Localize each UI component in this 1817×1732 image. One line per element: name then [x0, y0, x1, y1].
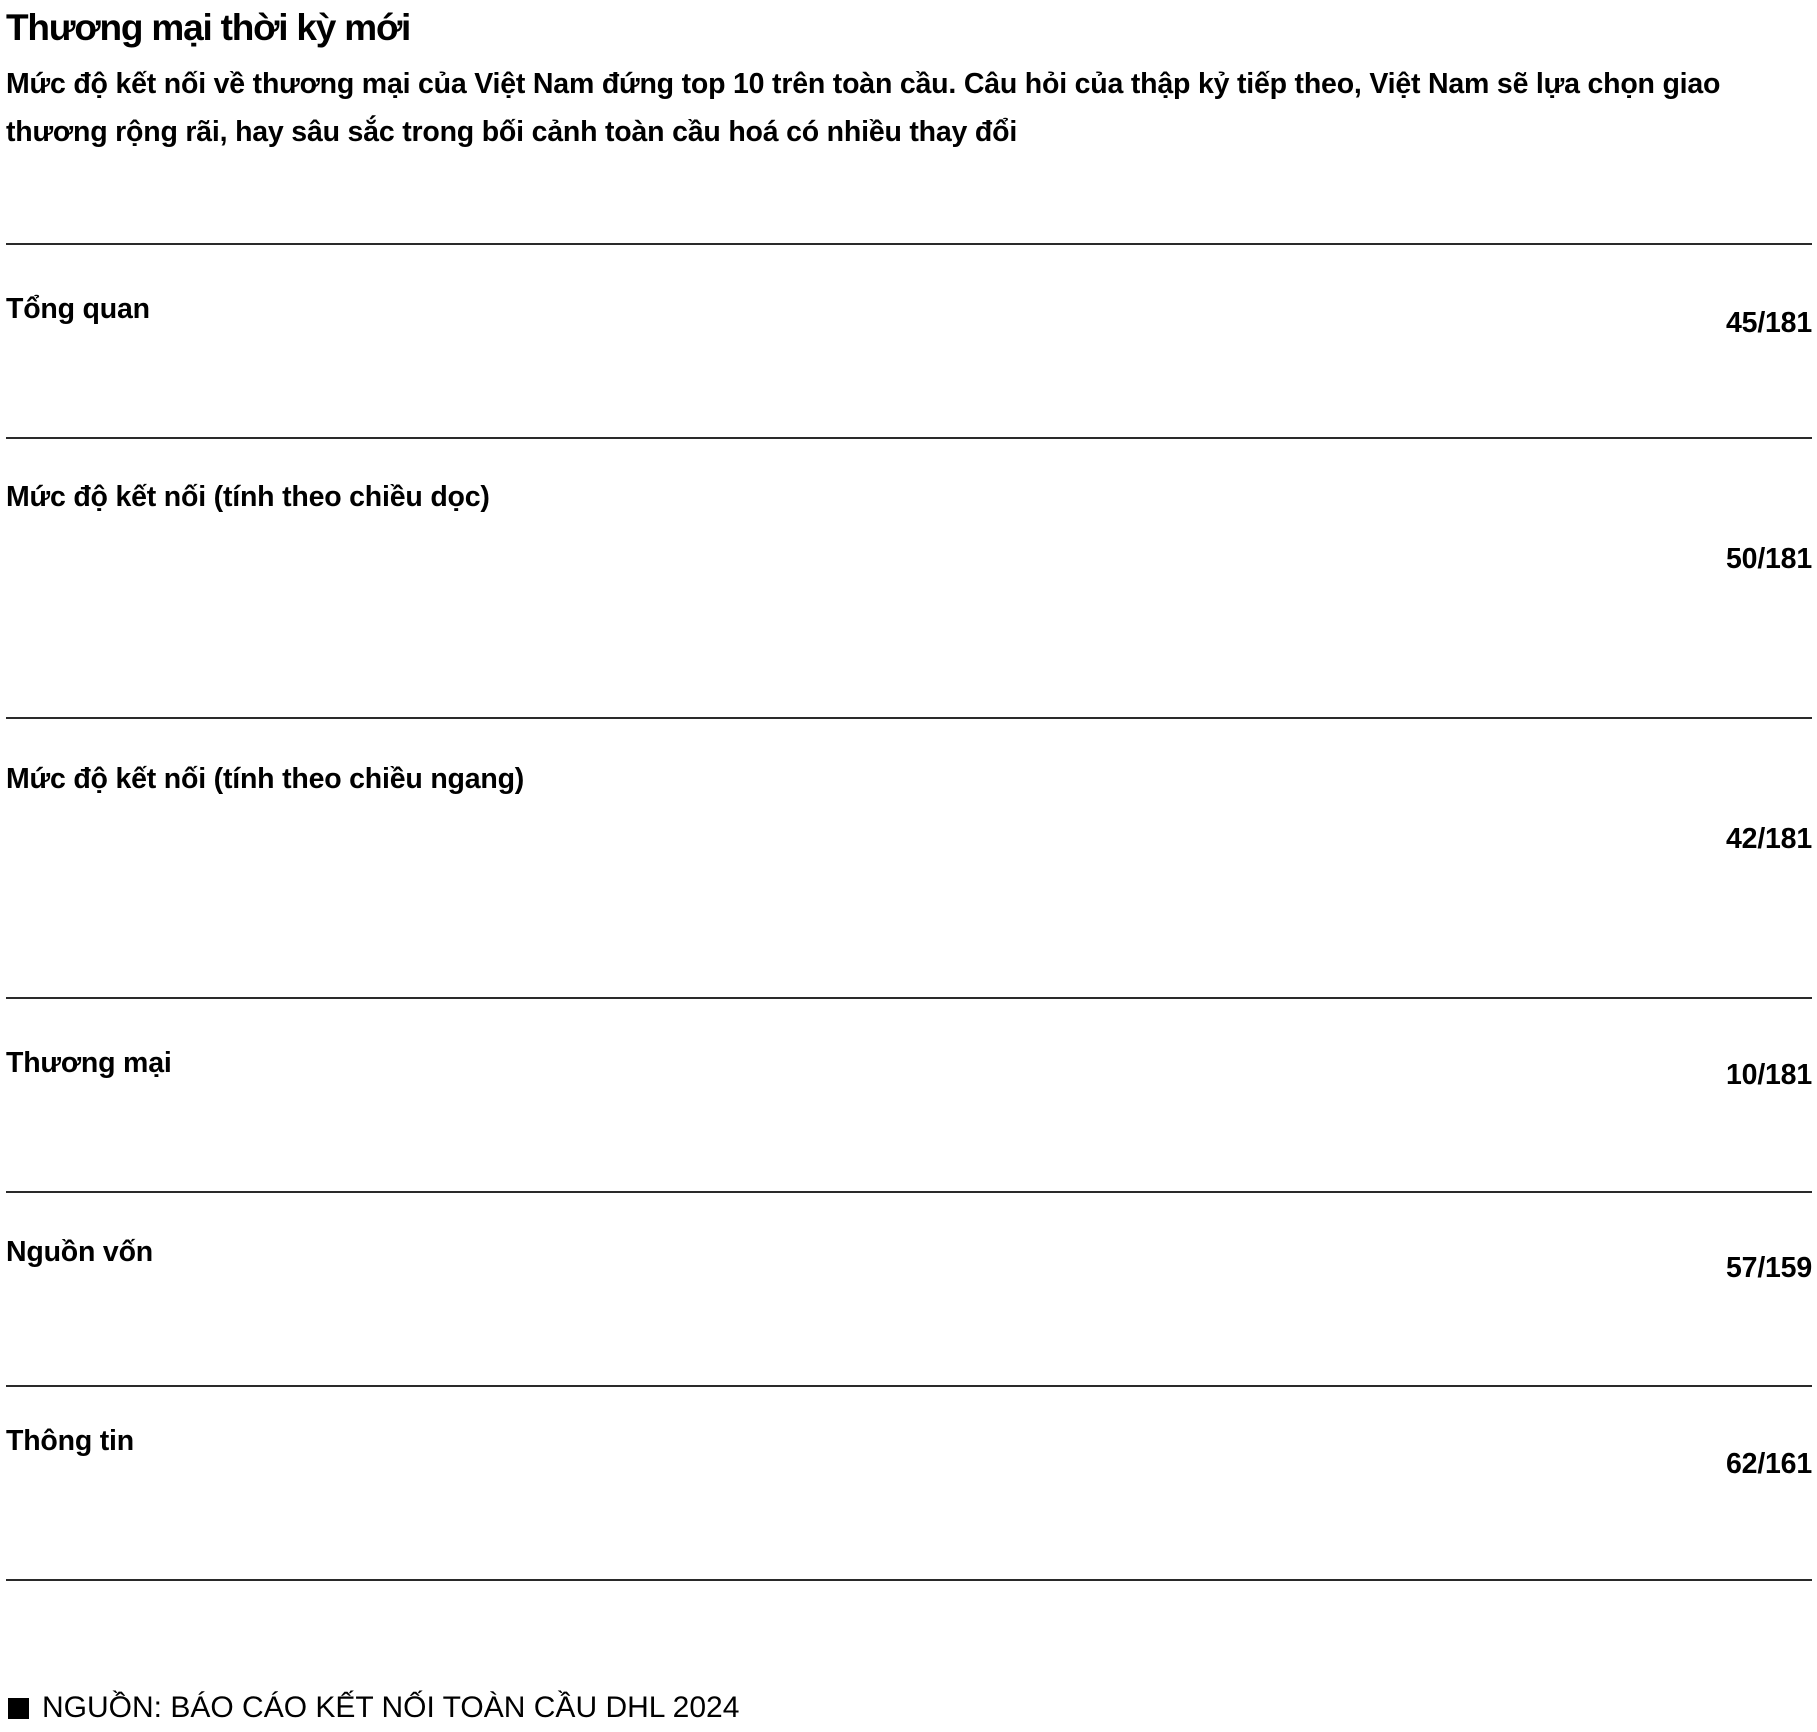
row-value: 62/161	[1726, 1448, 1812, 1480]
row-value: 42/181	[1726, 823, 1812, 855]
page-title: Thương mại thời kỳ mới	[6, 7, 411, 48]
page-subtitle: Mức độ kết nối về thương mại của Việt Nam đứng top 10 trên toàn cầu. Câu hỏi của thập kỷ tiếp theo, Việt Nam sẽ lựa chọn giao thương rộng rãi, hay sâu sắc trong bối cảnh toàn cầu hoá có nhiều thay đổi	[6, 68, 1721, 148]
row-value: 50/181	[1726, 543, 1812, 575]
list-item-tong-quan	[6, 289, 1812, 349]
list-item-ket-noi-ngang	[6, 759, 1812, 859]
row-label: Thông tin	[6, 1425, 134, 1457]
source-note	[8, 1688, 739, 1728]
divider-line	[6, 717, 1812, 719]
divider-line	[6, 243, 1812, 245]
list-item-nguon-von	[6, 1232, 1812, 1292]
square-bullet-icon	[8, 1698, 29, 1719]
divider-line	[6, 1579, 1812, 1581]
row-label: Mức độ kết nối (tính theo chiều dọc)	[6, 481, 490, 513]
divider-line	[6, 1385, 1812, 1387]
row-value: 10/181	[1726, 1059, 1812, 1091]
source-text: NGUỒN: BÁO CÁO KẾT NỐI TOÀN CẦU DHL 2024	[42, 1691, 740, 1724]
row-label: Tổng quan	[6, 293, 150, 325]
row-label: Thương mại	[6, 1047, 172, 1079]
divider-line	[6, 437, 1812, 439]
row-label: Mức độ kết nối (tính theo chiều ngang)	[6, 763, 525, 795]
divider-line	[6, 1191, 1812, 1193]
row-value: 45/181	[1726, 307, 1812, 339]
list-item-thong-tin	[6, 1421, 1812, 1481]
row-label: Nguồn vốn	[6, 1236, 154, 1268]
list-item-thuong-mai	[6, 1043, 1812, 1103]
divider-line	[6, 997, 1812, 999]
list-item-ket-noi-doc	[6, 477, 1812, 577]
row-value: 57/159	[1726, 1252, 1812, 1284]
